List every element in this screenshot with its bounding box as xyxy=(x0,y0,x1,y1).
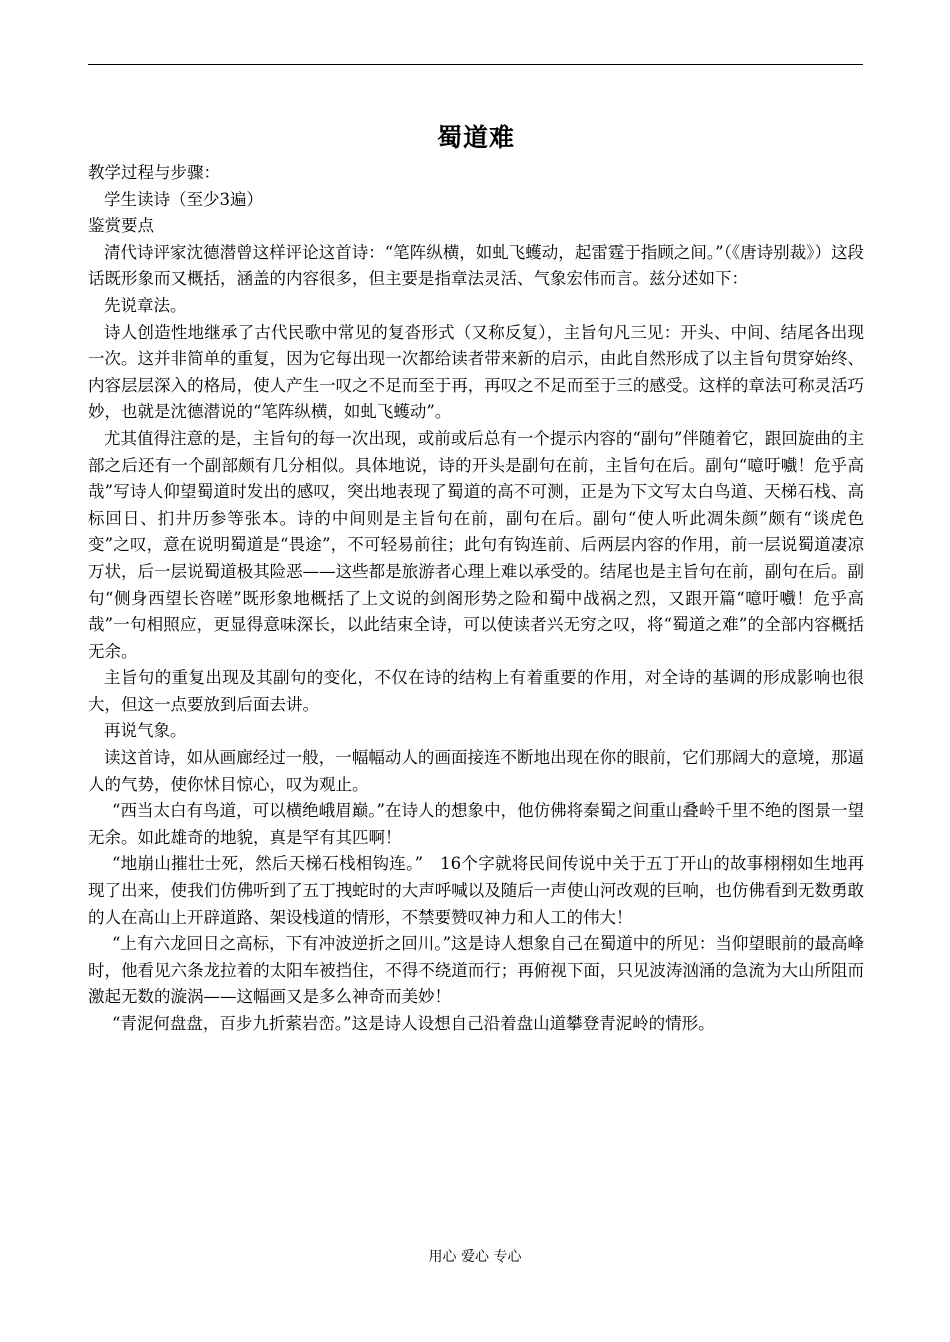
paragraph-qingni: “青泥何盘盘，百步九折萦岩峦。”这是诗人设想自己沿着盘山道攀登青泥岭的情形。 xyxy=(112,1014,715,1033)
paragraph-gallery: 读这首诗，如从画廊经过一般，一幅幅动人的画面接连不断地出现在你的眼前，它们那阔大的意境，那逼人的气势，使你怵目惊心，叹为观止。 xyxy=(88,748,864,794)
paragraph-bird-path: “西当太白有鸟道，可以横绝峨眉巅。”在诗人的想象中，他仿佛将秦蜀之间重山叠岭千里不绝的图景一望无余。如此雄奇的地貌，真是罕有其匹啊！ xyxy=(88,801,864,847)
paragraph-tone: 主旨句的重复出现及其副句的变化，不仅在诗的结构上有着重要的作用，对全诗的基调的形成影响也很大，但这一点要放到后面去讲。 xyxy=(88,668,864,714)
paragraph-five-strongmen: “地崩山摧壮士死，然后天梯石栈相钩连。” 16个字就将民间传说中关于五丁开山的故事栩栩如生地再现了出来，使我们仿佛听到了五丁拽蛇时的大声呼喊以及随后一声使山河改观的巨响，也仿佛看到无数勇敢的人在高山上开辟道路、架设栈道的情形，不禁要赞叹神力和人工的伟大！ xyxy=(88,854,864,927)
section-heading-appreciation: 鉴赏要点 xyxy=(88,216,154,236)
paragraph-six-dragons: “上有六龙回日之高标，下有冲波逆折之回川。”这是诗人想象自己在蜀道中的所见：当仰望眼前的最高峰时，他看见六条龙拉着的太阳车被挡住，不得不绕道而行；再俯视下面，只见波涛汹涌的急流为大山所阻而激起无数的漩涡——这幅画又是多么神奇而美妙！ xyxy=(88,934,864,1007)
page-title: 蜀道难 xyxy=(436,123,515,152)
paragraph-read-poem: 学生读诗（至少3遍） xyxy=(104,189,263,209)
paragraph-shen-deqian: 清代诗评家沈德潜曾这样评论这首诗：“笔阵纵横，如虬飞蠖动，起雷霆于指顾之间。”（《唐诗别裁》）这段话既形象而又概括，涵盖的内容很多，但主要是指章法灵活、气象宏伟而言。兹分述如下： xyxy=(88,242,864,289)
paragraph-grandeur-heading: 再说气象。 xyxy=(104,721,187,741)
paragraph-sub-sentence: 尤其值得注意的是，主旨句的每一次出现，或前或后总有一个提示内容的“副句”伴随着它，跟回旋曲的主部之后还有一个副部颇有几分相似。具体地说，诗的开头是副句在前，主旨句在后。副句“噫吁嚱！危乎高哉”写诗人仰望蜀道时发出的感叹，突出地表现了蜀道的高不可测，正是为下文写太白鸟道、天梯石栈、高标回日、扪井历参等张本。诗的中间则是主旨句在前，副句在后。副句“使人听此凋朱颜”颇有“谈虎色变”之叹，意在说明蜀道是“畏途”，不可轻易前往；此句有钩连前、后两层内容的作用，前一层说蜀道凄凉万状，后一层说蜀道极其险恶——这些都是旅游者心理上难以承受的。结尾也是主旨句在前，副句在后。副句“侧身西望长咨嗟”既形象地概括了上文说的剑阁形势之险和蜀中战祸之烈，又跟开篇“噫吁嚱！危乎高哉”一句相照应，更显得意味深长，以此结束全诗，可以使读者兴无穷之叹，将“蜀道之难”的全部内容概括无余。 xyxy=(88,428,864,661)
section-heading-process: 教学过程与步骤： xyxy=(88,163,220,182)
header-rule xyxy=(88,64,863,65)
paragraph-structure-heading: 先说章法。 xyxy=(104,295,187,315)
document-body xyxy=(88,118,864,1038)
page-footer: 用心 爱心 专心 xyxy=(428,1249,522,1265)
paragraph-repetition: 诗人创造性地继承了古代民歌中常见的复沓形式（又称反复），主旨句凡三见：开头、中间、结尾各出现一次。这并非简单的重复，因为它每出现一次都给读者带来新的启示，由此自然形成了以主旨句贯穿始终、内容层层深入的格局，使人产生一叹之不足而至于再，再叹之不足而至于三的感受。这样的章法可称灵活巧妙，也就是沈德潜说的“笔阵纵横，如虬飞蠖动”。 xyxy=(88,322,864,422)
